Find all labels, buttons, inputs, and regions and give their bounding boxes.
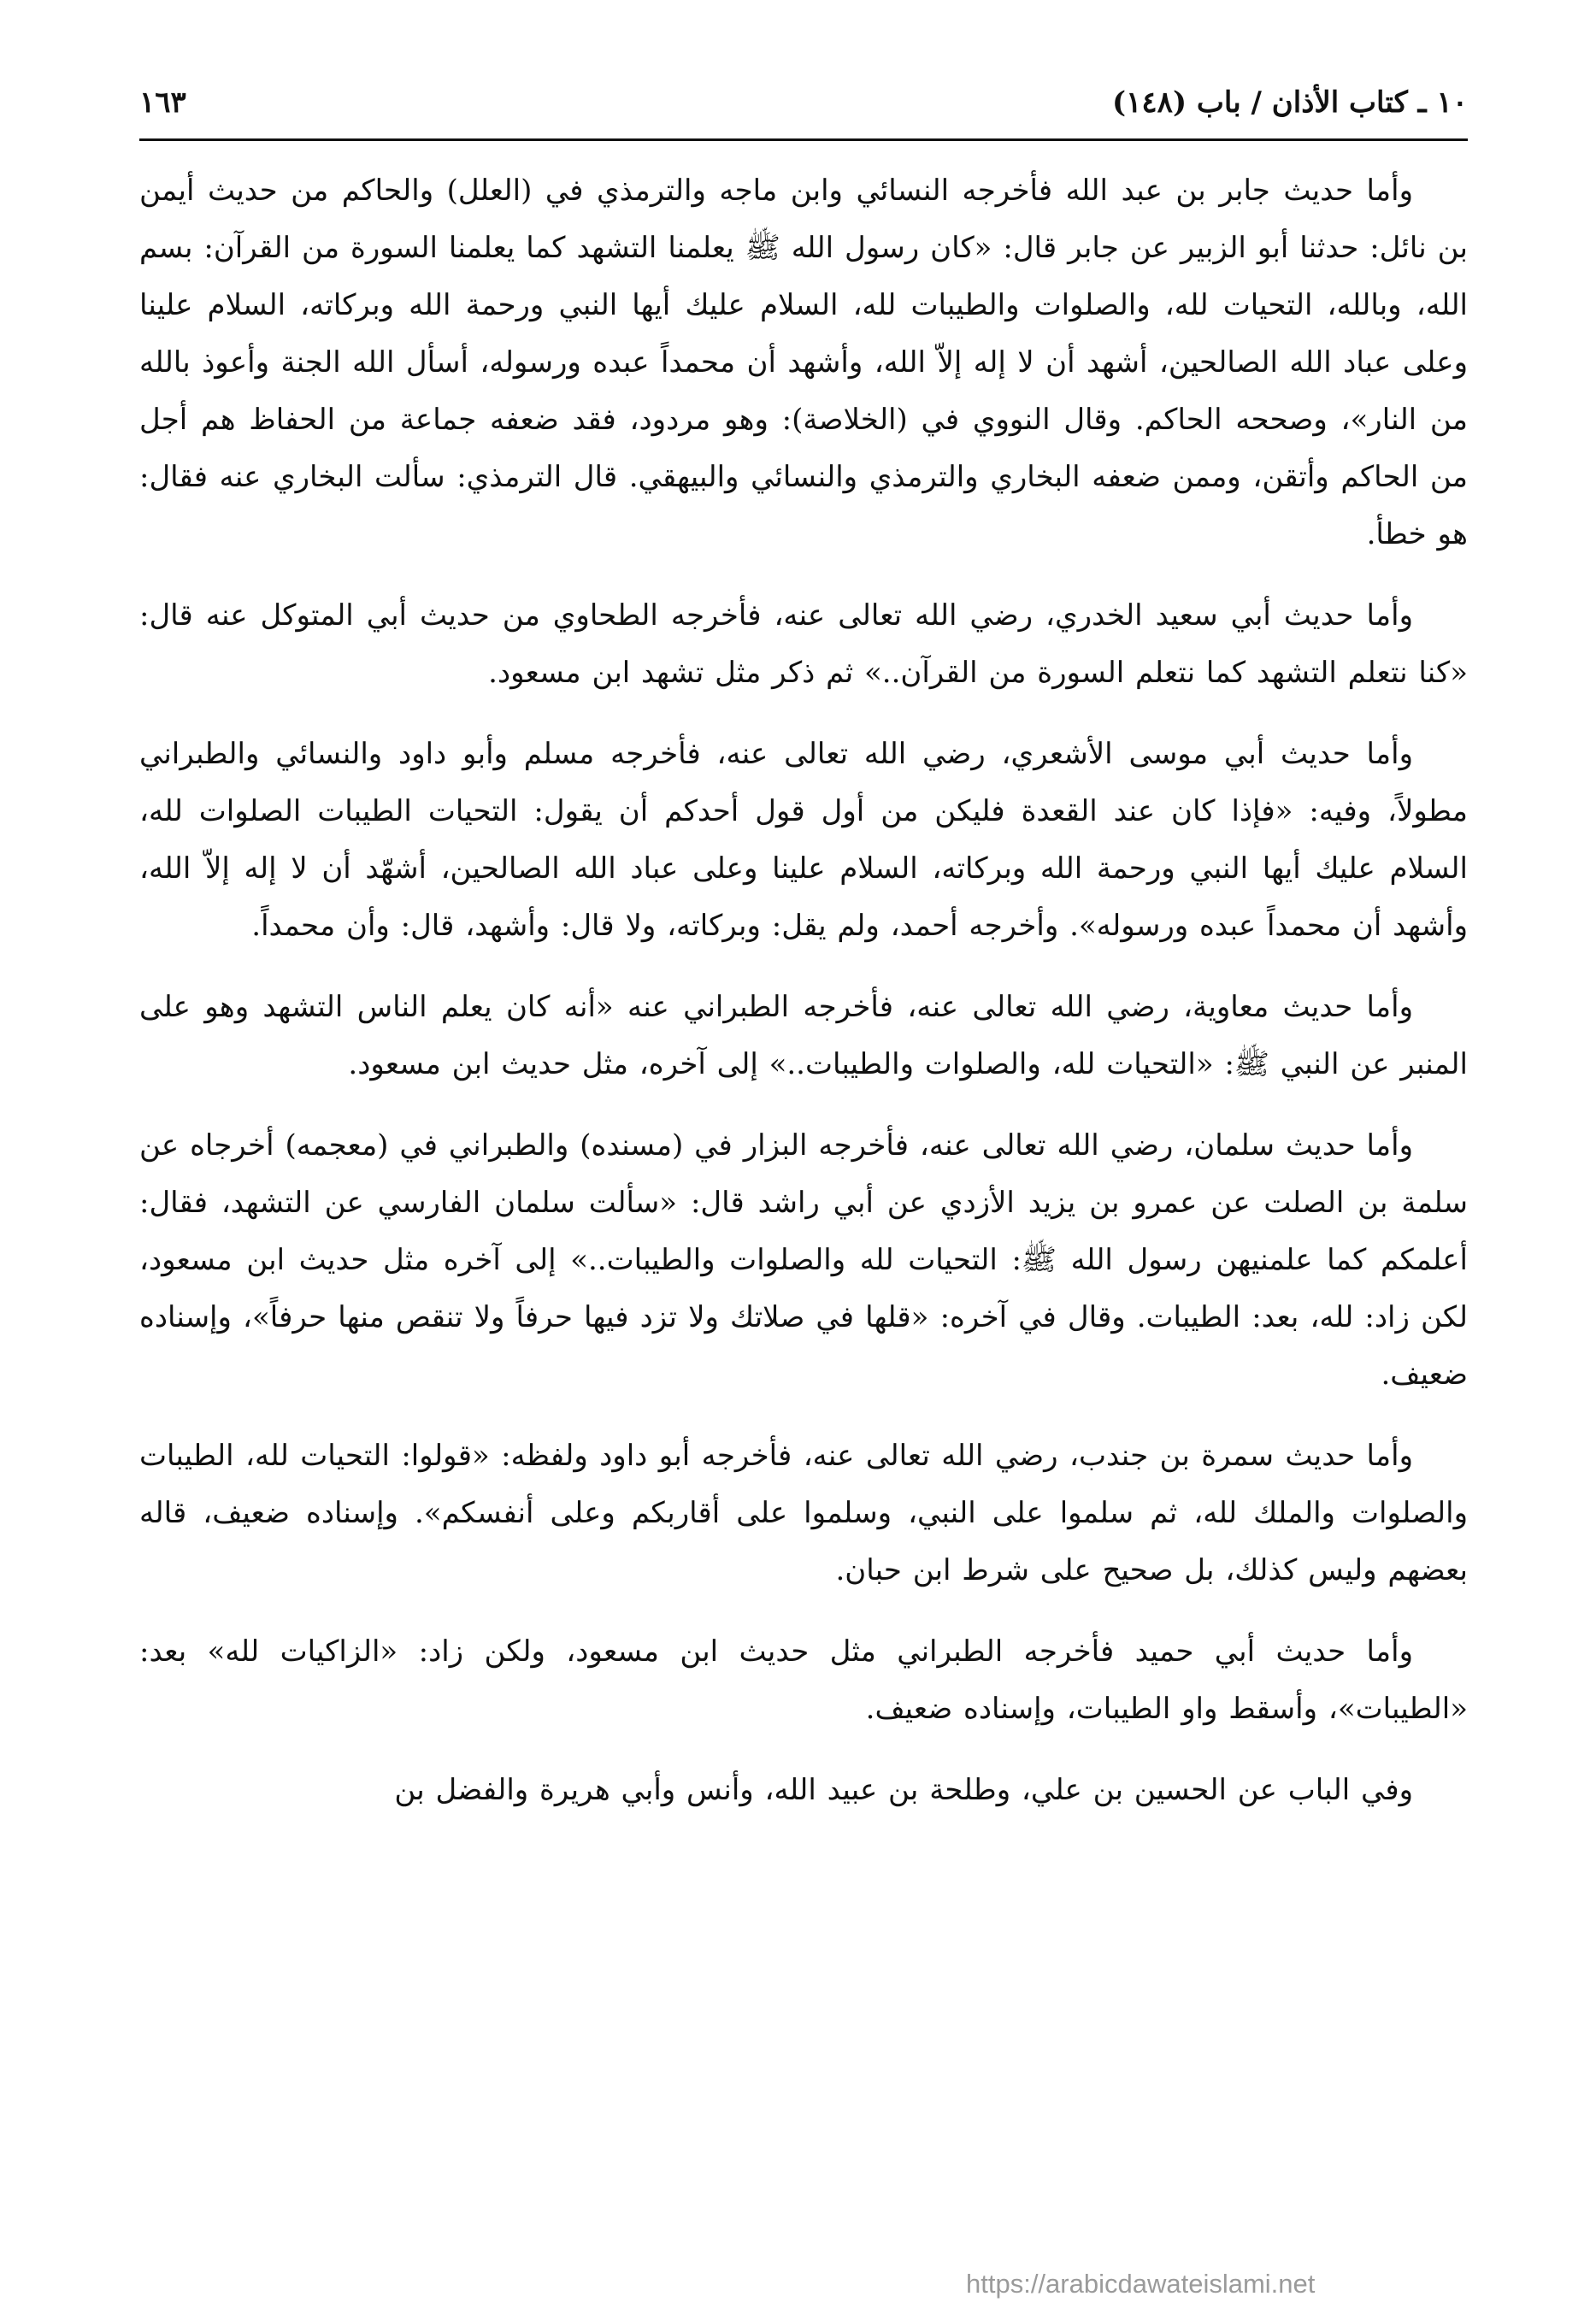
paragraph-jabir-hadith: وأما حديث جابر بن عبد الله فأخرجه النسائي وابن ماجه والترمذي في (العلل) والحاكم من حديث أيمن بن نائل: حدثنا أبو الزبير عن جابر قال: «كان رسول الله ﷺ يعلمنا التشهد كما يعلمنا السورة من القرآن: بسم الله، وبالله، التحيات لله، والصلوات والطيبات لله، السلام عليك أيها النبي ورحمة الله وبركاته، السلام علينا وعلى عباد الله الصالحين، أشهد أن لا إله إلاّ الله، وأشهد أن محمداً عبده ورسوله، أسأل الله الجنة وأعوذ بالله من النار»، وصححه الحاكم. وقال النووي في (الخلاصة): وهو مردود، فقد ضعفه جماعة من الحفاظ هم أجل من الحاكم وأتقن، وممن ضعفه البخاري والترمذي والنسائي والبيهقي. قال الترمذي: سألت البخاري عنه فقال: هو خطأ. bbox=[139, 174, 1468, 551]
page-header bbox=[139, 79, 1468, 133]
paragraph-abu-musa-hadith: وأما حديث أبي موسى الأشعري، رضي الله تعالى عنه، فأخرجه مسلم وأبو داود والنسائي والطبراني مطولاً، وفيه: «فإذا كان عند القعدة فليكن من أول قول أحدكم أن يقول: التحيات الطيبات الصلوات لله، السلام عليك أيها النبي ورحمة الله وبركاته، السلام علينا وعلى عباد الله الصالحين، أشهّد أن لا إله إلاّ الله، وأشهد أن محمداً عبده ورسوله». وأخرجه أحمد، ولم يقل: وبركاته، ولا قال: وأشهد، قال: وأن محمداً. bbox=[139, 737, 1468, 943]
paragraph-salman-hadith: وأما حديث سلمان، رضي الله تعالى عنه، فأخرجه البزار في (مسنده) والطبراني في (معجمه) أخرجاه عن سلمة بن الصلت عن عمرو بن يزيد الأزدي عن أبي راشد قال: «سألت سلمان الفارسي عن التشهد، فقال: أعلمكم كما علمنيهن رسول الله ﷺ: التحيات لله والصلوات والطيبات..» إلى آخره مثل حديث ابن مسعود، لكن زاد: لله، بعد: الطيبات. وقال في آخره: «قلها في صلاتك ولا تزد فيها حرفاً ولا تنقص منها حرفاً»، وإسناده ضعيف. bbox=[139, 1128, 1468, 1392]
page-number: ١٦٣ bbox=[139, 85, 186, 120]
page-body bbox=[139, 162, 1468, 1843]
paragraph-samura-hadith: وأما حديث سمرة بن جندب، رضي الله تعالى عنه، فأخرجه أبو داود ولفظه: «قولوا: التحيات لله، الطيبات والصلوات والملك لله، ثم سلموا على النبي، وسلموا على أقاربكم وعلى أنفسكم». وإسناده ضعيف، قاله بعضهم وليس كذلك، بل صحيح على شرط ابن حبان. bbox=[139, 1439, 1468, 1587]
source-watermark: https://arabicdawateislami.net bbox=[966, 2269, 1316, 2299]
paragraph-abu-humaid-hadith: وأما حديث أبي حميد فأخرجه الطبراني مثل حديث ابن مسعود، ولكن زاد: «الزاكيات لله» بعد: «الطيبات»، وأسقط واو الطيبات، وإسناده ضعيف. bbox=[139, 1634, 1468, 1726]
paragraph-muawiya-hadith: وأما حديث معاوية، رضي الله تعالى عنه، فأخرجه الطبراني عنه «أنه كان يعلم الناس التشهد وهو على المنبر عن النبي ﷺ: «التحيات لله، والصلوات والطيبات..» إلى آخره، مثل حديث ابن مسعود. bbox=[139, 990, 1468, 1081]
header-divider bbox=[139, 138, 1468, 141]
running-title: ١٠ ـ كتاب الأذان / باب (١٤٨) bbox=[1112, 85, 1468, 120]
paragraph-other-narrations: وفي الباب عن الحسين بن علي، وطلحة بن عبيد الله، وأنس وأبي هريرة والفضل بن bbox=[394, 1773, 1413, 1807]
paragraph-abu-said-hadith: وأما حديث أبي سعيد الخدري، رضي الله تعالى عنه، فأخرجه الطحاوي من حديث أبي المتوكل عنه قال: «كنا نتعلم التشهد كما نتعلم السورة من القرآن..» ثم ذكر مثل تشهد ابن مسعود. bbox=[139, 598, 1468, 690]
